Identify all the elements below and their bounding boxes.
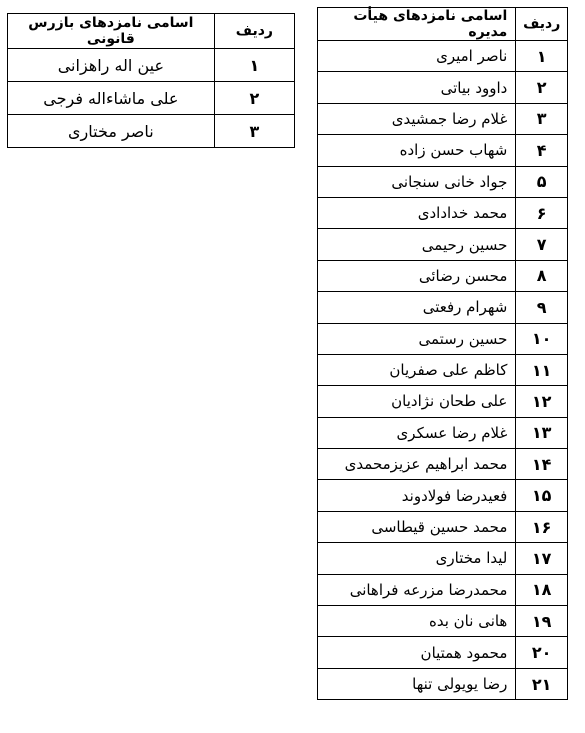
board-candidate-name: حسین رحیمی	[318, 229, 516, 260]
board-table-row	[318, 166, 568, 197]
inspector-row-number: ۳	[214, 115, 294, 148]
board-candidate-name: هانی نان بده	[318, 606, 516, 637]
board-table-row	[318, 354, 568, 385]
board-header-row	[318, 8, 568, 41]
board-row-number: ۳	[516, 103, 568, 134]
board-table-row	[318, 417, 568, 448]
board-row-number: ۱۱	[516, 354, 568, 385]
inspector-candidate-name: عین اله راهزانی	[8, 49, 215, 82]
board-row-number: ۷	[516, 229, 568, 260]
inspector-header-num: ردیف	[214, 14, 294, 49]
board-table-row	[318, 543, 568, 574]
board-candidate-name: علی طحان نژادیان	[318, 386, 516, 417]
board-candidate-name: ناصر امیری	[318, 41, 516, 72]
board-table-row	[318, 103, 568, 134]
inspector-candidate-name: ناصر مختاری	[8, 115, 215, 148]
board-header-num: ردیف	[516, 8, 568, 41]
board-row-number: ۱۸	[516, 574, 568, 605]
board-row-number: ۸	[516, 260, 568, 291]
inspector-table-row	[8, 115, 295, 148]
board-table-row	[318, 511, 568, 542]
board-candidate-name: جواد خانی سنجانی	[318, 166, 516, 197]
board-table-row	[318, 386, 568, 417]
board-row-number: ۲	[516, 72, 568, 103]
board-table-row	[318, 668, 568, 699]
inspector-header-name: اسامی نامزدهای بازرس قانونی	[8, 14, 215, 49]
board-row-number: ۱۶	[516, 511, 568, 542]
board-row-number: ۱۳	[516, 417, 568, 448]
board-table-row	[318, 197, 568, 228]
board-table-row	[318, 135, 568, 166]
inspector-row-number: ۱	[214, 49, 294, 82]
board-row-number: ۲۱	[516, 668, 568, 699]
inspector-table-body	[8, 49, 295, 148]
board-table-row	[318, 260, 568, 291]
board-row-number: ۶	[516, 197, 568, 228]
board-candidate-name: لیدا مختاری	[318, 543, 516, 574]
board-candidate-name: حسین رستمی	[318, 323, 516, 354]
board-candidate-name: محسن رضائی	[318, 260, 516, 291]
board-candidate-name: شهاب حسن زاده	[318, 135, 516, 166]
board-table-row	[318, 41, 568, 72]
board-candidate-name: محمد ابراهیم عزیزمحمدی	[318, 449, 516, 480]
board-table-row	[318, 606, 568, 637]
board-row-number: ۱۷	[516, 543, 568, 574]
board-table-row	[318, 323, 568, 354]
board-row-number: ۲۰	[516, 637, 568, 668]
board-candidates-table	[317, 7, 568, 700]
board-table-body	[318, 41, 568, 700]
board-candidate-name: غلام رضا عسکری	[318, 417, 516, 448]
board-candidate-name: محمد خدادادی	[318, 197, 516, 228]
board-candidate-name: کاظم علی صفریان	[318, 354, 516, 385]
board-row-number: ۴	[516, 135, 568, 166]
board-candidate-name: داوود بیاتی	[318, 72, 516, 103]
board-candidate-name: محمود همتیان	[318, 637, 516, 668]
board-row-number: ۵	[516, 166, 568, 197]
board-table-row	[318, 229, 568, 260]
board-candidate-name: فعیدرضا فولادوند	[318, 480, 516, 511]
inspector-candidates-table	[7, 13, 295, 148]
board-header-name: اسامی نامزدهای هیأت مدیره	[318, 8, 516, 41]
board-row-number: ۱۲	[516, 386, 568, 417]
inspector-row-number: ۲	[214, 82, 294, 115]
board-table-row	[318, 72, 568, 103]
board-row-number: ۹	[516, 292, 568, 323]
board-row-number: ۱۹	[516, 606, 568, 637]
board-candidate-name: غلام رضا جمشیدی	[318, 103, 516, 134]
inspector-candidate-name: علی ماشاءاله فرجی	[8, 82, 215, 115]
inspector-table-row	[8, 82, 295, 115]
board-candidate-name: رضا یویولی تنها	[318, 668, 516, 699]
board-table-row	[318, 480, 568, 511]
board-row-number: ۱۰	[516, 323, 568, 354]
board-candidate-name: محمدرضا مزرعه فراهانی	[318, 574, 516, 605]
board-row-number: ۱۵	[516, 480, 568, 511]
board-row-number: ۱۴	[516, 449, 568, 480]
inspector-header-row	[8, 14, 295, 49]
board-table-row	[318, 574, 568, 605]
board-table-row	[318, 449, 568, 480]
board-table-row	[318, 637, 568, 668]
board-table-row	[318, 292, 568, 323]
board-candidate-name: شهرام رفعتی	[318, 292, 516, 323]
board-row-number: ۱	[516, 41, 568, 72]
board-candidate-name: محمد حسین قیطاسی	[318, 511, 516, 542]
inspector-table-row	[8, 49, 295, 82]
